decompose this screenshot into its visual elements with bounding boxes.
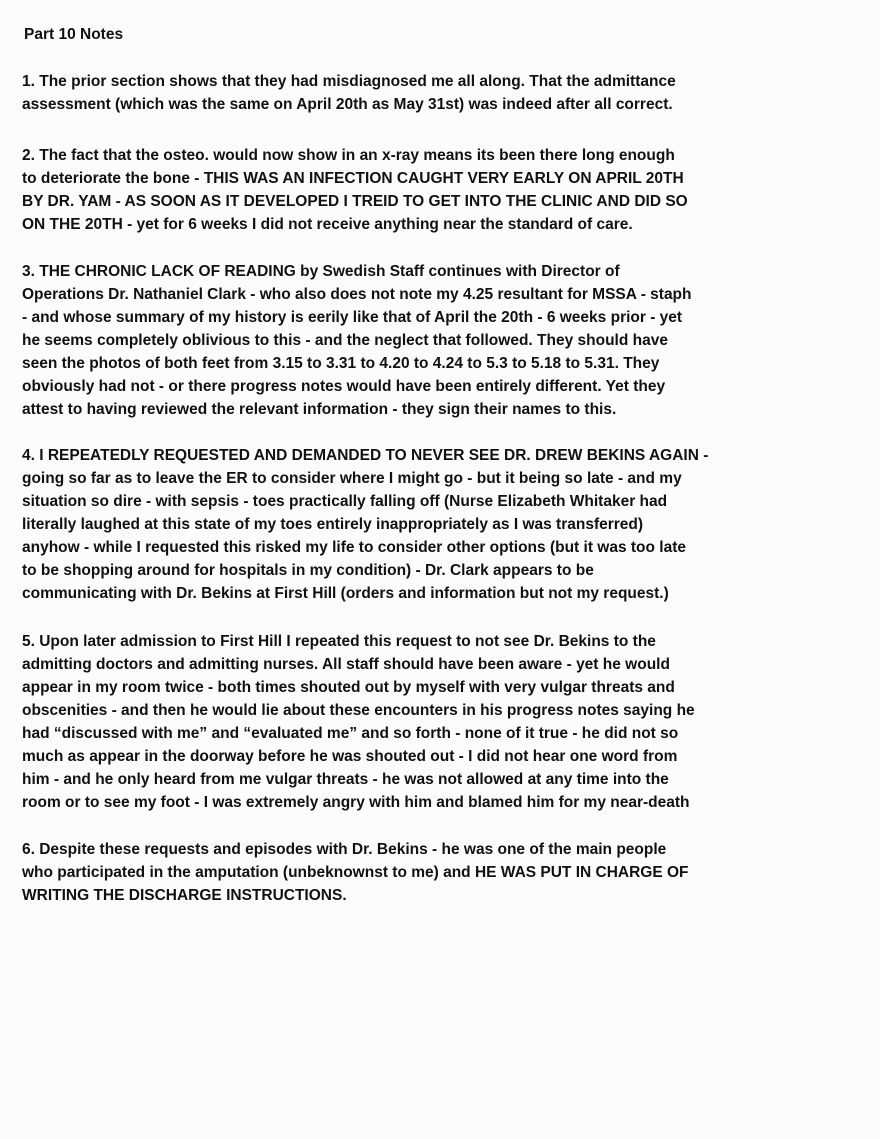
paragraph-line: 3. THE CHRONIC LACK OF READING by Swedish Staff continues with Director of [22,263,620,280]
paragraph-3 [22,260,692,421]
paragraph-line: had “discussed with me” and “evaluated me” and so forth - none of it true - he did not so [22,725,679,742]
paragraph-line: 6. Despite these requests and episodes with Dr. Bekins - he was one of the main people [22,841,667,858]
paragraph-line: obscenities - and then he would lie about these encounters in his progress notes saying he [22,702,695,719]
paragraph-line: BY DR. YAM - AS SOON AS IT DEVELOPED I TREID TO GET INTO THE CLINIC AND DID SO [22,193,688,210]
paragraph-line: situation so dire - with sepsis - toes practically falling off (Nurse Elizabeth Whitaker had [22,493,668,510]
paragraph-line: who participated in the amputation (unbeknownst to me) and HE WAS PUT IN CHARGE OF [22,864,689,881]
paragraph-line: obviously had not - or there progress notes would have been entirely different. Yet they [22,378,666,395]
paragraph-line: going so far as to leave the ER to consider where I might go - but it being so late - and my [22,470,682,487]
paragraph-line: appear in my room twice - both times shouted out by myself with very vulgar threats and [22,679,675,696]
paragraph-6 [22,838,689,907]
paragraph-line: to deteriorate the bone - THIS WAS AN INFECTION CAUGHT VERY EARLY ON APRIL 20TH [22,170,684,187]
paragraph-5 [22,630,695,814]
paragraph-4 [22,444,708,605]
paragraph-line: 1. The prior section shows that they had misdiagnosed me all along. That the admittance [22,73,676,90]
paragraph-line: communicating with Dr. Bekins at First Hill (orders and information but not my request.) [22,585,669,602]
paragraph-line: - and whose summary of my history is eerily like that of April the 20th - 6 weeks prior - yet [22,309,683,326]
paragraph-1 [22,70,676,116]
paragraph-line: he seems completely oblivious to this - and the neglect that followed. They should have [22,332,668,349]
paragraph-line: admitting doctors and admitting nurses. All staff should have been aware - yet he would [22,656,670,673]
paragraph-line: 2. The fact that the osteo. would now show in an x-ray means its been there long enough [22,147,675,164]
paragraph-line: 5. Upon later admission to First Hill I repeated this request to not see Dr. Bekins to the [22,633,656,650]
paragraph-line: assessment (which was the same on April 20th as May 31st) was indeed after all correct. [22,96,673,113]
paragraph-line: Operations Dr. Nathaniel Clark - who also does not note my 4.25 resultant for MSSA - staph [22,286,692,303]
paragraph-2 [22,144,688,236]
paragraph-line: seen the photos of both feet from 3.15 to 3.31 to 4.20 to 4.24 to 5.3 to 5.18 to 5.31. They [22,355,660,372]
paragraph-line: ON THE 20TH - yet for 6 weeks I did not receive anything near the standard of care. [22,216,633,233]
paragraph-line: WRITING THE DISCHARGE INSTRUCTIONS. [22,887,347,904]
document-title: Part 10 Notes [24,26,124,43]
paragraph-line: 4. I REPEATEDLY REQUESTED AND DEMANDED TO NEVER SEE DR. DREW BEKINS AGAIN - [22,447,709,464]
paragraph-line: literally laughed at this state of my toes entirely inappropriately as I was transferred) [22,516,644,533]
paragraph-line: to be shopping around for hospitals in my condition) - Dr. Clark appears to be [22,562,594,579]
paragraph-line: room or to see my foot - I was extremely angry with him and blamed him for my near-death [22,794,690,811]
paragraph-line: him - and he only heard from me vulgar threats - he was not allowed at any time into the [22,771,669,788]
paragraph-line: anyhow - while I requested this risked my life to consider other options (but it was too late [22,539,687,556]
paragraph-line: much as appear in the doorway before he was shouted out - I did not hear one word from [22,748,678,765]
paragraph-line: attest to having reviewed the relevant information - they sign their names to this. [22,401,617,418]
